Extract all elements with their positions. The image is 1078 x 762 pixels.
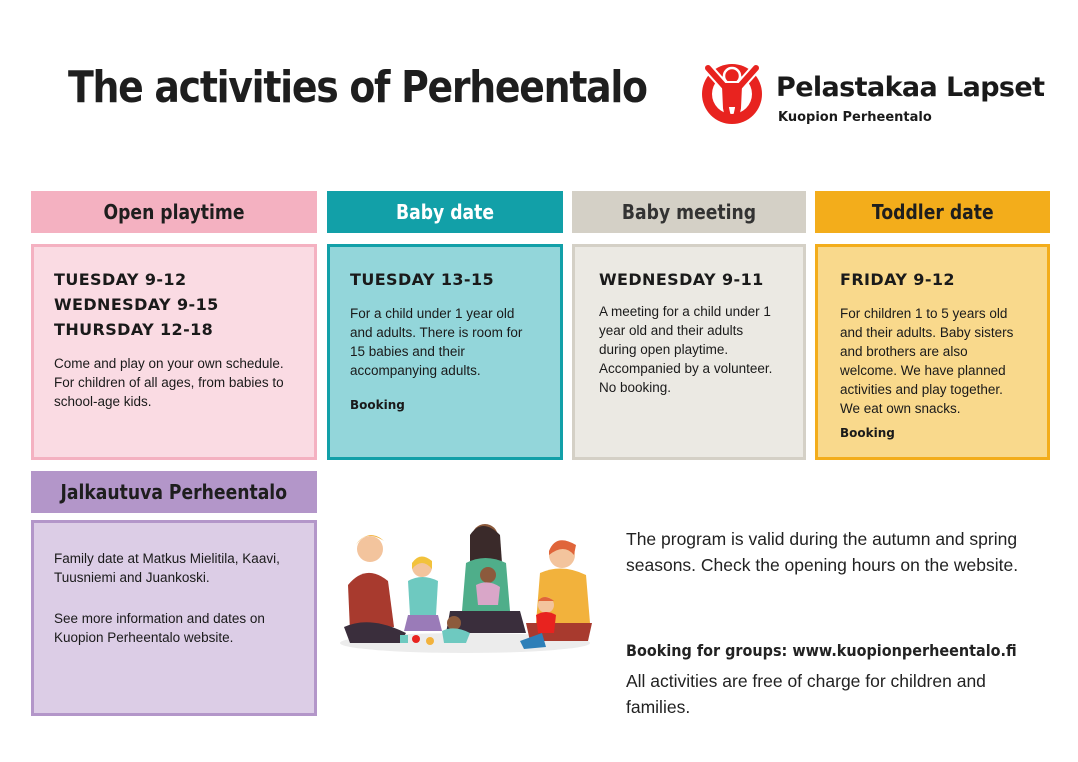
baby-meeting-day: WEDNESDAY 9-11 [599,270,764,289]
outreach-paragraph-1: Family date at Matkus Mielitila, Kaavi, Tuusniemi and Juankoski. [54,551,280,585]
baby-date-description: For a child under 1 year old and adults. There is room for 15 babies and their accompanying adults. [350,306,523,378]
open-playtime-day-3: THURSDAY 12-18 [54,320,214,339]
group-booking-link[interactable]: Booking for groups: www.kuopionperheentalo.fi [626,641,1017,660]
free-of-charge-text: All activities are free of charge for children and families. [626,671,986,717]
outreach-header: Jalkautuva Perheentalo [31,471,317,513]
baby-date-header: Baby date [327,191,563,233]
baby-date-day: TUESDAY 13-15 [350,270,495,289]
organization-logo [698,56,1045,128]
open-playtime-day-1: TUESDAY 9-12 [54,270,187,289]
baby-date-booking-link[interactable]: Booking [350,398,405,412]
baby-date-card [327,244,563,460]
page-title: The activities of Perheentalo [68,62,647,113]
baby-meeting-header: Baby meeting [572,191,806,233]
outreach-paragraph-2: See more information and dates on Kuopion Perheentalo website. [54,611,265,645]
toddler-date-description: For children 1 to 5 years old and their adults. Baby sisters and brothers are also welcome. We have planned activities and play together. We eat own snacks. [840,306,1014,416]
families-illustration [330,515,600,665]
toddler-date-card [815,244,1050,460]
open-playtime-header: Open playtime [31,191,317,233]
toddler-date-booking-link[interactable]: Booking [840,426,895,440]
baby-meeting-card [572,244,806,460]
logo-subtitle: Kuopion Perheentalo [778,110,932,125]
toddler-date-header: Toddler date [815,191,1050,233]
toddler-date-day: FRIDAY 9-12 [840,270,955,289]
open-playtime-day-2: WEDNESDAY 9-15 [54,295,219,314]
program-validity-text: The program is valid during the autumn and spring seasons. Check the opening hours on the website. [626,529,1019,575]
logo-name: Pelastakaa Lapset [776,72,1045,103]
outreach-card [31,520,317,716]
open-playtime-description: Come and play on your own schedule. For children of all ages, from babies to school-age kids. [54,356,284,409]
save-the-children-icon [698,56,770,128]
open-playtime-card [31,244,317,460]
baby-meeting-description: A meeting for a child under 1 year old and their adults during open playtime. Accompanied by a volunteer. No booking. [599,304,773,395]
